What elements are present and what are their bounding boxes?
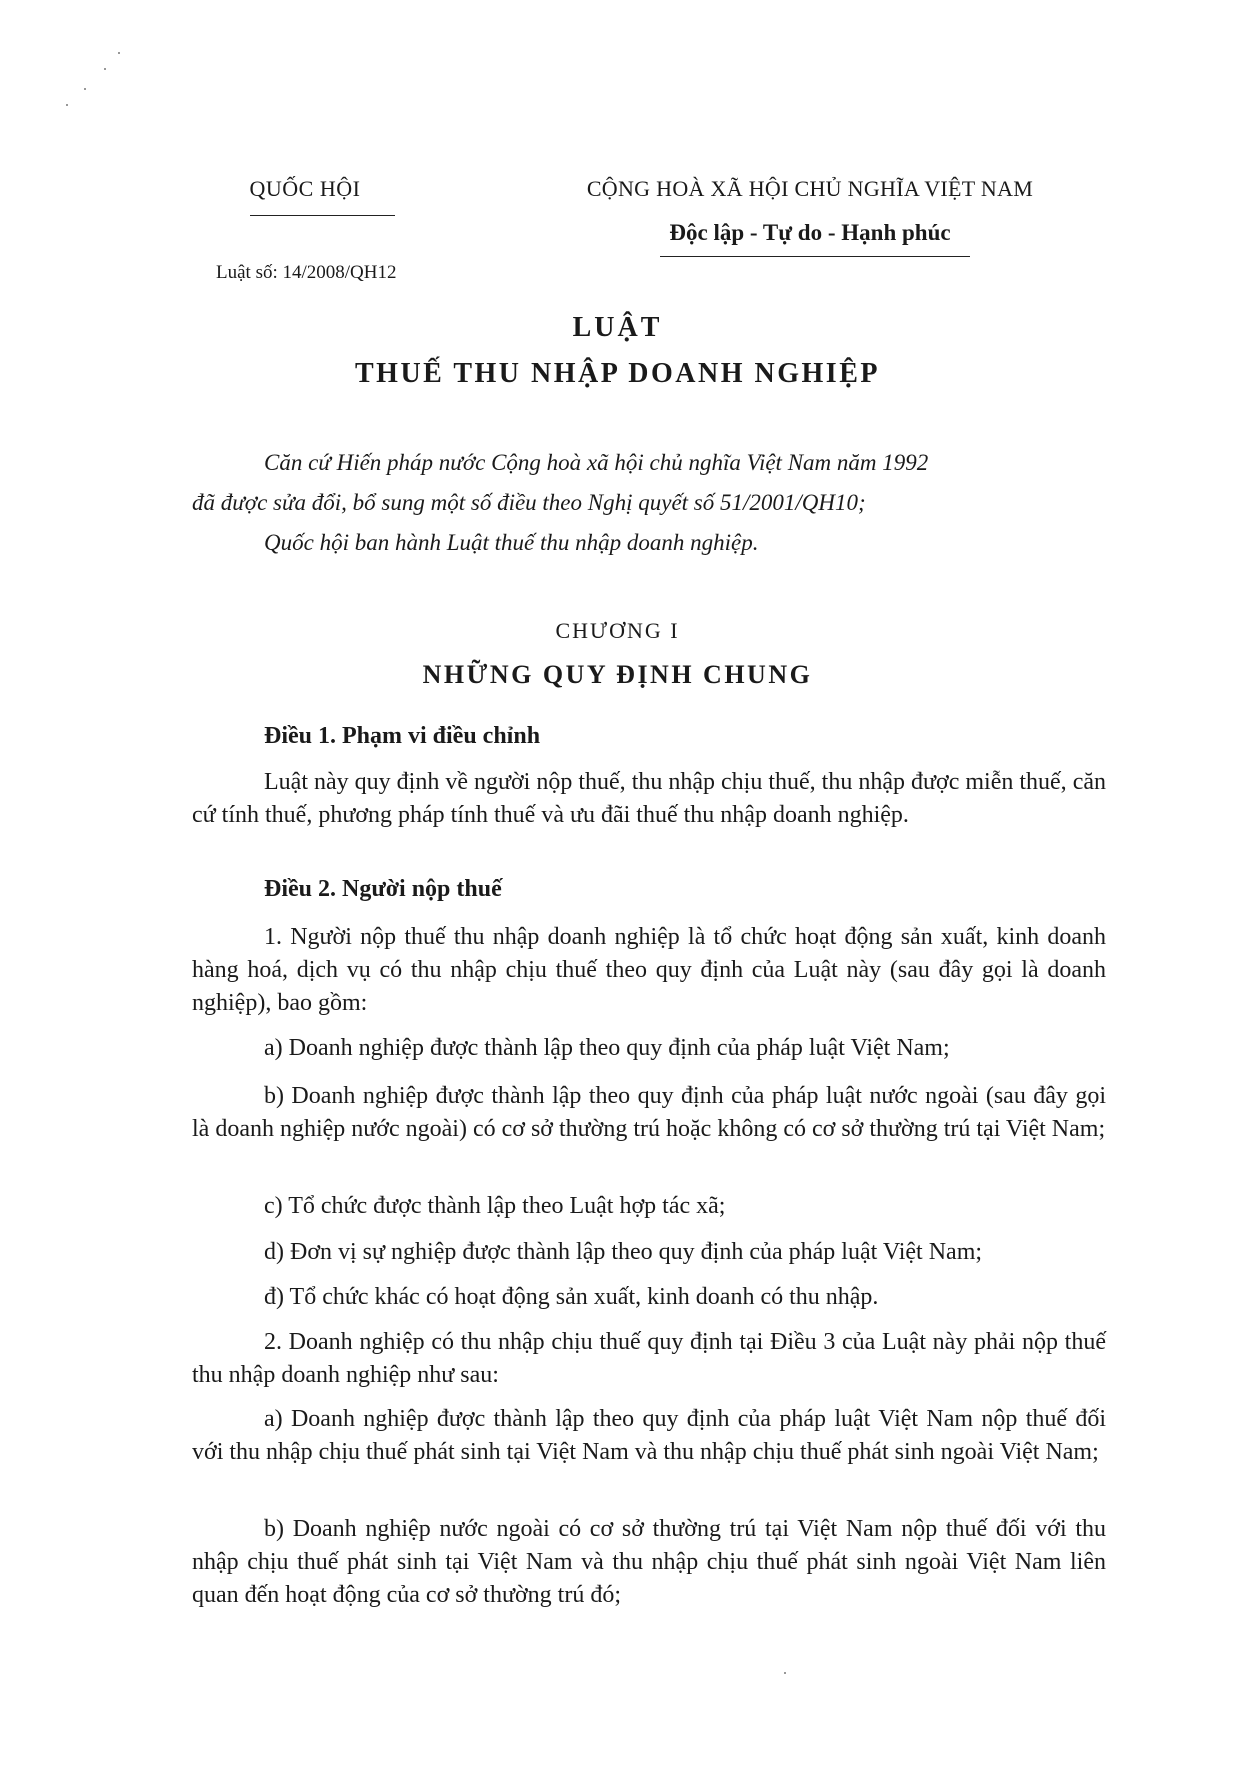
article-clause: b) Doanh nghiệp được thành lập theo quy định của pháp luật nước ngoài (sau đây gọi là doanh nghiệp nước ngoài) có cơ sở thường trú hoặc không có cơ sở thường trú tại Việt Nam;: [192, 1083, 1106, 1142]
scan-speck: [118, 52, 120, 54]
motto-underline: [660, 256, 970, 257]
article-clause: a) Doanh nghiệp được thành lập theo quy định của pháp luật Việt Nam;: [264, 1035, 950, 1061]
national-motto: Độc lập - Tự do - Hạnh phúc: [669, 220, 951, 245]
article-clause: d) Đơn vị sự nghiệp được thành lập theo quy định của pháp luật Việt Nam;: [264, 1239, 983, 1265]
scan-speck: [784, 1672, 786, 1674]
article-heading: Điều 2. Người nộp thuế: [264, 876, 502, 902]
article-clause: a) Doanh nghiệp được thành lập theo quy định của pháp luật Việt Nam nộp thuế đối với thu nhập chịu thuế phát sinh tại Việt Nam và thu nhập chịu thuế phát sinh ngoài Việt Nam;: [192, 1406, 1106, 1465]
scan-speck: [84, 88, 86, 90]
scan-speck: [104, 68, 106, 70]
document-type: LUẬT: [572, 312, 663, 343]
preamble-line: Căn cứ Hiến pháp nước Cộng hoà xã hội chủ nghĩa Việt Nam năm 1992: [264, 450, 929, 475]
document-title: THUẾ THU NHẬP DOANH NGHIỆP: [355, 358, 880, 389]
article-clause: c) Tổ chức được thành lập theo Luật hợp tác xã;: [264, 1193, 726, 1219]
preamble-line: Quốc hội ban hành Luật thuế thu nhập doanh nghiệp.: [264, 530, 759, 555]
article-clause: b) Doanh nghiệp nước ngoài có cơ sở thường trú tại Việt Nam nộp thuế đối với thu nhập chịu thuế phát sinh tại Việt Nam và thu nhập chịu thuế phát sinh ngoài Việt Nam liên quan đến hoạt động của cơ sở thường trú đó;: [192, 1516, 1106, 1608]
preamble-line: đã được sửa đổi, bổ sung một số điều theo Nghị quyết số 51/2001/QH10;: [192, 490, 866, 515]
chapter-number: CHƯƠNG I: [555, 618, 680, 643]
scan-speck: [66, 104, 68, 106]
article-heading: Điều 1. Phạm vi điều chỉnh: [264, 723, 541, 749]
article-paragraph: 1. Người nộp thuế thu nhập doanh nghiệp là tổ chức hoạt động sản xuất, kinh doanh hàng hoá, dịch vụ có thu nhập chịu thuế theo quy định của Luật này (sau đây gọi là doanh nghiệp), bao gồm:: [192, 924, 1106, 1016]
law-number: Luật số: 14/2008/QH12: [216, 262, 397, 283]
article-clause: đ) Tổ chức khác có hoạt động sản xuất, kinh doanh có thu nhập.: [264, 1284, 879, 1310]
country-name: CỘNG HOÀ XÃ HỘI CHỦ NGHĨA VIỆT NAM: [586, 176, 1034, 201]
issuer-underline: [250, 215, 395, 216]
article-paragraph: Luật này quy định về người nộp thuế, thu nhập chịu thuế, thu nhập được miễn thuế, căn cứ tính thuế, phương pháp tính thuế và ưu đãi thuế thu nhập doanh nghiệp.: [192, 769, 1106, 828]
article-paragraph: 2. Doanh nghiệp có thu nhập chịu thuế quy định tại Điều 3 của Luật này phải nộp thuế thu nhập doanh nghiệp như sau:: [192, 1329, 1106, 1388]
issuer-name: QUỐC HỘI: [249, 176, 361, 201]
chapter-title: NHỮNG QUY ĐỊNH CHUNG: [422, 660, 813, 689]
